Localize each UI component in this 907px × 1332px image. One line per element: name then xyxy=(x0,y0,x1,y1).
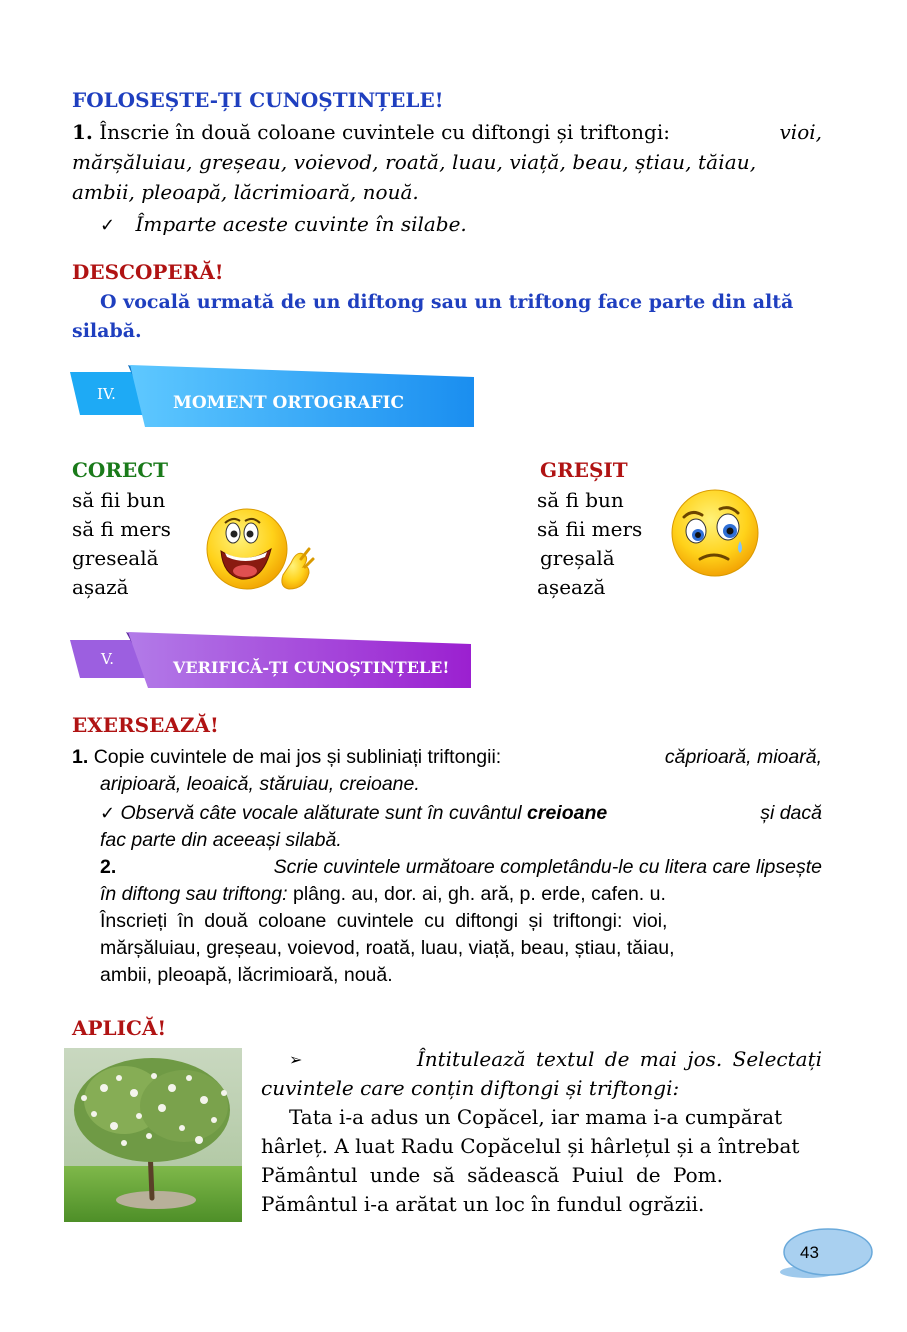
observation-text: Observă câte vocale alăturate sunt în cuvântul xyxy=(120,802,522,824)
exercise-2-words: plâng. au, dor. ai, gh. ară, p. erde, cafen. u. xyxy=(292,883,666,905)
section-heading-apply: APLICĂ! xyxy=(72,1016,167,1040)
check-icon: ✓ xyxy=(100,215,116,236)
banner-moment-ortografic xyxy=(70,365,475,429)
arrow-bullet-icon: ➢ xyxy=(289,1050,303,1069)
exercise-number: 1. xyxy=(72,746,89,768)
banner-number: V. xyxy=(101,650,114,668)
banner-title: VERIFICĂ-ȚI CUNOȘTINȚELE! xyxy=(173,658,450,677)
story-line: hârleț. A luat Radu Copăcelul și hârlețul și a întrebat xyxy=(261,1134,800,1158)
exercise-1-text xyxy=(72,117,822,207)
exercise-3-line: Înscrieți în două coloane cuvintele cu diftongi și triftongi: vioi, xyxy=(100,910,668,932)
rule-line: silabă. xyxy=(72,320,142,342)
check-icon: ✓ xyxy=(100,803,116,824)
observation-text-end: și dacă xyxy=(760,802,822,824)
correct-item: așază xyxy=(72,575,129,599)
word-list-start: vioi, xyxy=(779,120,822,144)
word-list-line: mărșăluiau, greșeau, voievod, roată, luau, viață, beau, știau, tăiau, xyxy=(72,150,757,174)
page-number-bubble xyxy=(778,1224,876,1282)
story-line: Pământul unde să sădească Puiul de Pom. xyxy=(261,1163,723,1187)
page-number: 43 xyxy=(800,1243,819,1262)
section-heading-discover: DESCOPERĂ! xyxy=(72,260,224,284)
wrong-heading: GREȘIT xyxy=(540,458,628,482)
word-list-line: aripioară, leoaică, stăruiau, creioane. xyxy=(100,773,420,795)
subtask xyxy=(100,209,467,241)
laughing-smiley-icon xyxy=(205,505,320,595)
correct-item: să fii bun xyxy=(72,488,166,512)
exercise-2-text: Scrie cuvintele următoare completându-le cu litera care lipsește xyxy=(273,856,822,878)
story-line: Pământul i-a arătat un loc în fundul ogrăzii. xyxy=(261,1192,705,1216)
task-text: Întitulează textul de mai jos. Selectați xyxy=(416,1047,822,1071)
task-text: cuvintele care conțin diftongi și triftongi: xyxy=(261,1076,680,1100)
banner-title: MOMENT ORTOGRAFIC xyxy=(173,393,404,413)
exercise-number: 2. xyxy=(100,856,117,878)
exercise-instruction: Copie cuvintele de mai jos și subliniați triftongii: xyxy=(93,746,502,768)
exercise-3-line: mărșăluiau, greșeau, voievod, roată, luau, viață, beau, știau, tăiau, xyxy=(100,937,675,959)
wrong-item: greșală xyxy=(540,546,615,570)
apply-content xyxy=(261,1045,822,1219)
sad-smiley-icon xyxy=(670,487,762,579)
wrong-item: așează xyxy=(537,575,606,599)
exercise-2-line xyxy=(72,881,822,908)
wrong-item: să fii mers xyxy=(537,517,643,541)
observation-line xyxy=(72,800,822,827)
story-line: Tata i-a adus un Copăcel, iar mama i-a cumpărat xyxy=(289,1105,783,1129)
exercise-2-text: în diftong sau triftong: xyxy=(100,883,288,905)
observation-keyword: creioane xyxy=(527,802,608,824)
exercise-instruction: Înscrie în două coloane cuvintele cu diftongi și triftongi: xyxy=(99,120,670,144)
correct-heading: CORECT xyxy=(72,458,169,482)
wrong-list xyxy=(537,486,642,602)
section-heading-practice: EXERSEAZĂ! xyxy=(72,713,219,737)
word-list-start: căprioară, mioară, xyxy=(664,746,822,768)
banner-number: IV. xyxy=(97,385,116,403)
correct-list xyxy=(72,486,171,602)
practice-exercises xyxy=(72,744,822,989)
exercise-2-line xyxy=(72,854,822,881)
correct-item: să fi mers xyxy=(72,517,171,541)
task-line xyxy=(261,1045,822,1074)
section-heading-use-knowledge: FOLOSEȘTE-ȚI CUNOȘTINȚELE! xyxy=(72,88,444,112)
banner-verifica xyxy=(70,632,472,690)
subtask-text: Împarte aceste cuvinte în silabe. xyxy=(135,212,467,236)
correct-item: greseală xyxy=(72,546,159,570)
exercise-number: 1. xyxy=(72,120,93,144)
observation-line: fac parte din aceeași silabă. xyxy=(100,829,342,851)
blossom-tree-photo xyxy=(64,1048,242,1222)
word-list-line: ambii, pleoapă, lăcrimioară, nouă. xyxy=(72,180,419,204)
discover-rule xyxy=(72,288,822,346)
exercise-3-line: ambii, pleoapă, lăcrimioară, nouă. xyxy=(100,964,393,986)
rule-line: O vocală urmată de un diftong sau un triftong face parte din altă xyxy=(100,291,794,313)
wrong-item: să fi bun xyxy=(537,488,624,512)
